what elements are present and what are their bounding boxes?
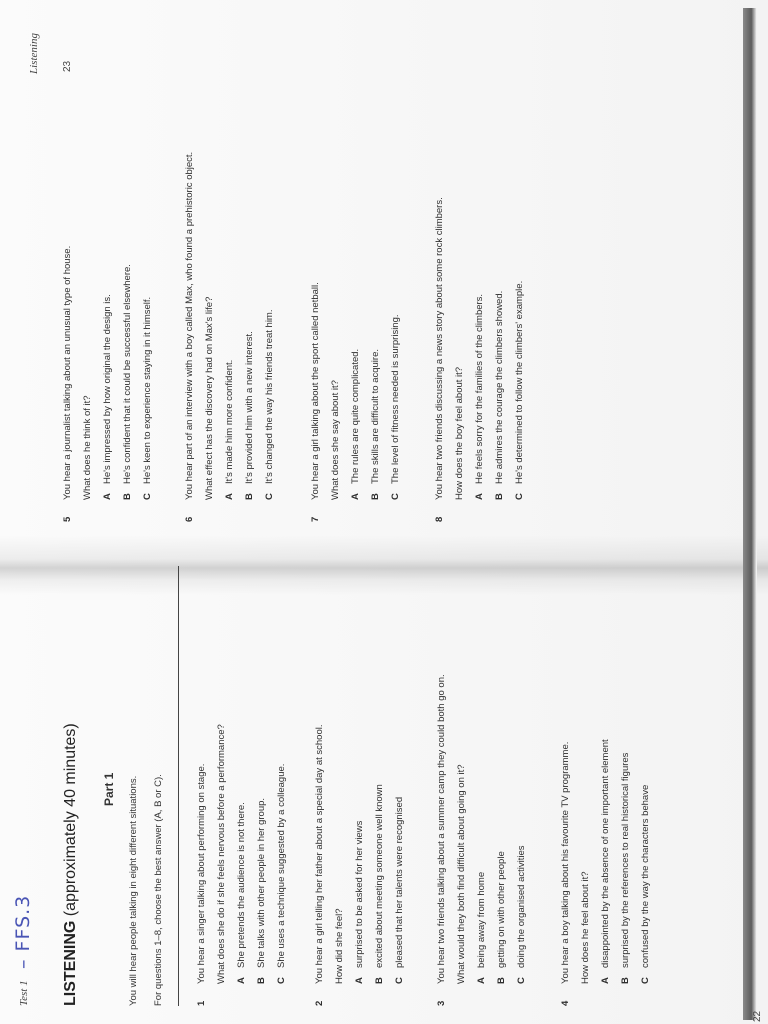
question-6-question: What effect has the discovery had on Max's life?	[204, 296, 215, 500]
question-6-option-b: BIt's provided him with a new interest.	[244, 331, 255, 500]
question-5-option-a: AHe's impressed by how original the design is.	[102, 294, 113, 500]
question-8-question: How does the boy feel about it?	[454, 366, 465, 500]
question-8-option-a: AHe feels sorry for the families of the climbers.	[474, 293, 485, 500]
question-2-option-b: Bexcited about meeting someone well known	[374, 784, 385, 984]
section-title-duration: (approximately 40 minutes)	[62, 723, 79, 917]
running-head-left: Test 1	[18, 980, 30, 1006]
question-7-question: What does she say about it?	[330, 380, 341, 500]
question-2-question: How did she feel?	[334, 908, 345, 984]
question-8-option-c: CHe's determined to follow the climbers' example.	[514, 280, 525, 500]
question-7-option-c: CThe level of fitness needed is surprising.	[390, 314, 401, 500]
question-2-option-a: Asurprised to be asked for her views	[354, 820, 365, 984]
question-1-question: What does she do if she feels nervous before a performance?	[216, 724, 227, 984]
question-1-number: 1	[196, 1000, 207, 1006]
question-8-stem: You hear two friends discussing a news story about some rock climbers.	[434, 197, 445, 500]
question-4-option-a: Adisappointed by the absence of one important element	[600, 739, 611, 984]
question-3-stem: You hear two friends talking about a summer camp they could both go on.	[436, 674, 447, 984]
question-7-number: 7	[310, 516, 321, 522]
question-1-option-c: CShe uses a technique suggested by a colleague.	[276, 763, 287, 984]
question-6-option-c: CIt's changed the way his friends treat him.	[264, 309, 275, 500]
question-4-option-b: Bsurprised by the references to real historical figures	[620, 752, 631, 984]
page-number-left: 22	[752, 1010, 763, 1022]
part-label: Part 1	[102, 772, 116, 806]
page-number-right: 23	[62, 60, 73, 72]
question-4-number: 4	[560, 1000, 571, 1006]
question-5-option-c: CHe's keen to experience staying in it himself.	[142, 296, 153, 500]
intro-line-1: You will hear people talking in eight different situations.	[128, 775, 139, 1006]
question-5-option-b: BHe's confident that it could be successful elsewhere.	[122, 264, 133, 500]
question-1-option-a: AShe pretends the audience is not there.	[236, 802, 247, 984]
question-6-stem: You hear part of an interview with a boy called Max, who found a prehistoric object.	[184, 151, 195, 500]
section-title	[62, 723, 80, 1006]
question-4-stem: You hear a boy talking about his favourite TV programme.	[560, 741, 571, 984]
question-1-stem: You hear a singer talking about performing on stage.	[196, 763, 207, 984]
question-3-option-a: Abeing away from home	[476, 871, 487, 984]
intro-line-2: For questions 1–8, choose the best answer (A, B or C).	[153, 774, 164, 1006]
question-8-option-b: BHe admires the courage the climbers showed.	[494, 290, 505, 500]
question-8-number: 8	[434, 516, 445, 522]
question-5-stem: You hear a journalist talking about an unusual type of house.	[62, 245, 73, 500]
question-7-stem: You hear a girl talking about the sport called netball.	[310, 282, 321, 500]
horizontal-rule	[178, 566, 179, 1006]
question-3-question: What would they both find difficult about going on it?	[456, 764, 467, 984]
question-3-option-c: Cdoing the organised activities	[516, 845, 527, 984]
question-4-option-c: Cconfused by the way the characters behave	[640, 784, 651, 984]
question-6-option-a: AIt's made him more confident.	[224, 359, 235, 500]
question-2-number: 2	[314, 1000, 325, 1006]
question-3-number: 3	[436, 1000, 447, 1006]
question-6-number: 6	[184, 516, 195, 522]
section-title-bold: LISTENING	[62, 920, 79, 1006]
question-5-question: What does he think of it?	[82, 395, 93, 500]
question-7-option-a: AThe rules are quite complicated.	[350, 348, 361, 500]
question-4-question: How does he feel about it?	[580, 871, 591, 984]
running-head-right: Listening	[28, 33, 40, 74]
handwritten-annotation: – FFS.3	[12, 894, 34, 969]
question-3-option-b: Bgetting on with other people	[496, 851, 507, 984]
question-5-number: 5	[62, 516, 73, 522]
question-2-stem: You hear a girl telling her father about a special day at school.	[314, 724, 325, 984]
question-2-option-c: Cpleased that her talents were recognised	[394, 796, 405, 984]
question-7-option-b: BThe skills are difficult to acquire.	[370, 349, 381, 500]
question-1-option-b: BShe talks with other people in her group.	[256, 797, 267, 984]
